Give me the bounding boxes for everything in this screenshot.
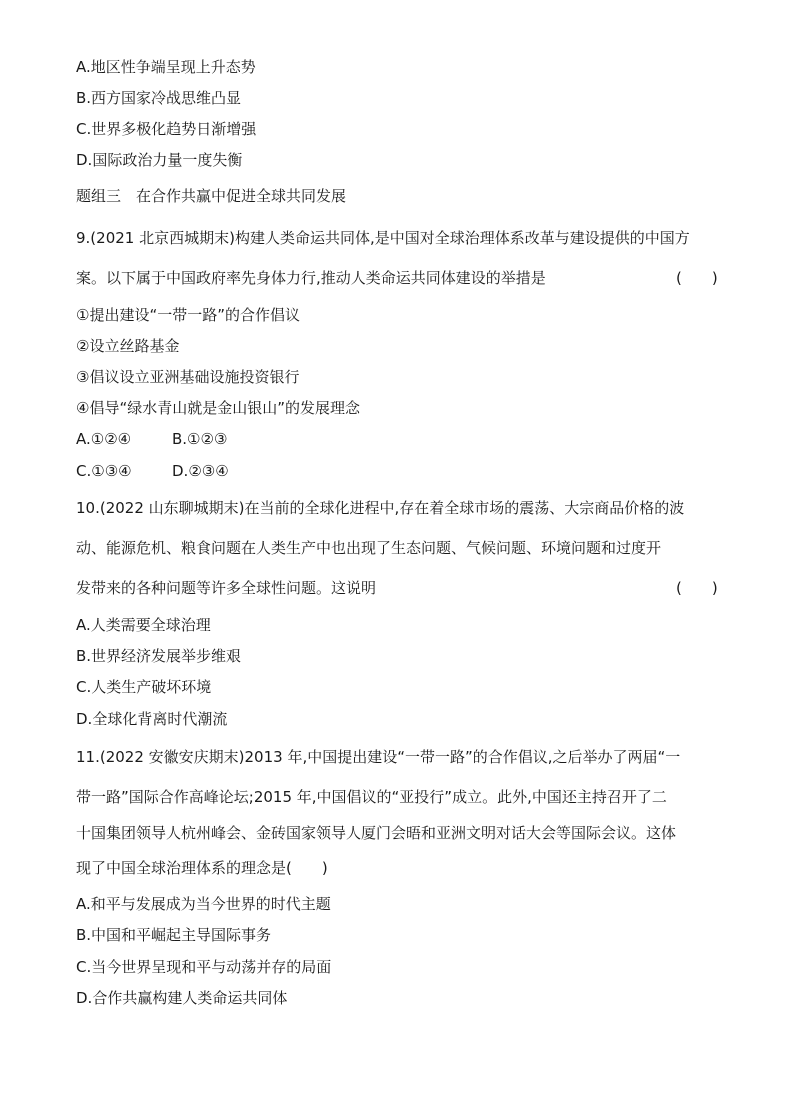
q10-option-c: C.人类生产破坏环境 xyxy=(76,678,212,696)
q9-answer-bracket: ( ) xyxy=(676,269,718,287)
q9-option-b: B.①②③ xyxy=(172,430,228,448)
q11-stem-line3: 十国集团领导人杭州峰会、金砖国家领导人厦门会晤和亚洲文明对话大会等国际会议。这体 xyxy=(76,824,677,842)
q10-answer-bracket: ( ) xyxy=(676,579,718,597)
q10-stem-line3: 发带来的各种问题等许多全球性问题。这说明 xyxy=(76,579,377,597)
q11-stem-line2: 带一路”国际合作高峰论坛;2015 年,中国倡议的“亚投行”成立。此外,中国还主持召开了二 xyxy=(76,788,667,806)
q9-option-c: C.①③④ xyxy=(76,462,132,480)
q9-item-4: ④倡导“绿水青山就是金山银山”的发展理念 xyxy=(76,399,360,417)
q9-option-a: A.①②④ xyxy=(76,430,132,448)
q9-item-3: ③倡议设立亚洲基础设施投资银行 xyxy=(76,368,300,386)
q10-option-b: B.世界经济发展举步维艰 xyxy=(76,647,242,665)
q10-stem-line2: 动、能源危机、粮食问题在人类生产中也出现了生态问题、气候问题、环境问题和过度开 xyxy=(76,539,662,557)
q9-option-d: D.②③④ xyxy=(172,462,229,480)
q11-option-b: B.中国和平崛起主导国际事务 xyxy=(76,926,272,944)
q10-stem-line1: 10.(2022 山东聊城期末)在当前的全球化进程中,存在着全球市场的震荡、大宗商品价格的波 xyxy=(76,499,685,517)
q9-stem-line2: 案。以下属于中国政府率先身体力行,推动人类命运共同体建设的举措是 xyxy=(76,269,546,287)
q8-option-d: D.国际政治力量一度失衡 xyxy=(76,151,243,169)
q11-option-c: C.当今世界呈现和平与动荡并存的局面 xyxy=(76,958,332,976)
q11-option-a: A.和平与发展成为当今世界的时代主题 xyxy=(76,895,331,913)
q8-option-a: A.地区性争端呈现上升态势 xyxy=(76,58,256,76)
q8-option-c: C.世界多极化趋势日渐增强 xyxy=(76,120,257,138)
q9-options-row1 xyxy=(76,429,227,449)
q11-stem-line4: 现了中国全球治理体系的理念是( ) xyxy=(76,859,328,877)
q11-stem-line1: 11.(2022 安徽安庆期末)2013 年,中国提出建设“一带一路”的合作倡议,之后举办了两届“一 xyxy=(76,748,681,766)
q10-option-a: A.人类需要全球治理 xyxy=(76,616,211,634)
q9-item-1: ①提出建设“一带一路”的合作倡议 xyxy=(76,306,300,324)
q9-stem-line1: 9.(2021 北京西城期末)构建人类命运共同体,是中国对全球治理体系改革与建设提供的中国方 xyxy=(76,229,690,247)
q8-option-b: B.西方国家冷战思维凸显 xyxy=(76,89,242,107)
section-title: 题组三 在合作共赢中促进全球共同发展 xyxy=(76,187,347,205)
q10-option-d: D.全球化背离时代潮流 xyxy=(76,710,228,728)
q9-item-2: ②设立丝路基金 xyxy=(76,337,180,355)
q11-option-d: D.合作共赢构建人类命运共同体 xyxy=(76,989,288,1007)
q9-options-row2 xyxy=(76,461,229,481)
